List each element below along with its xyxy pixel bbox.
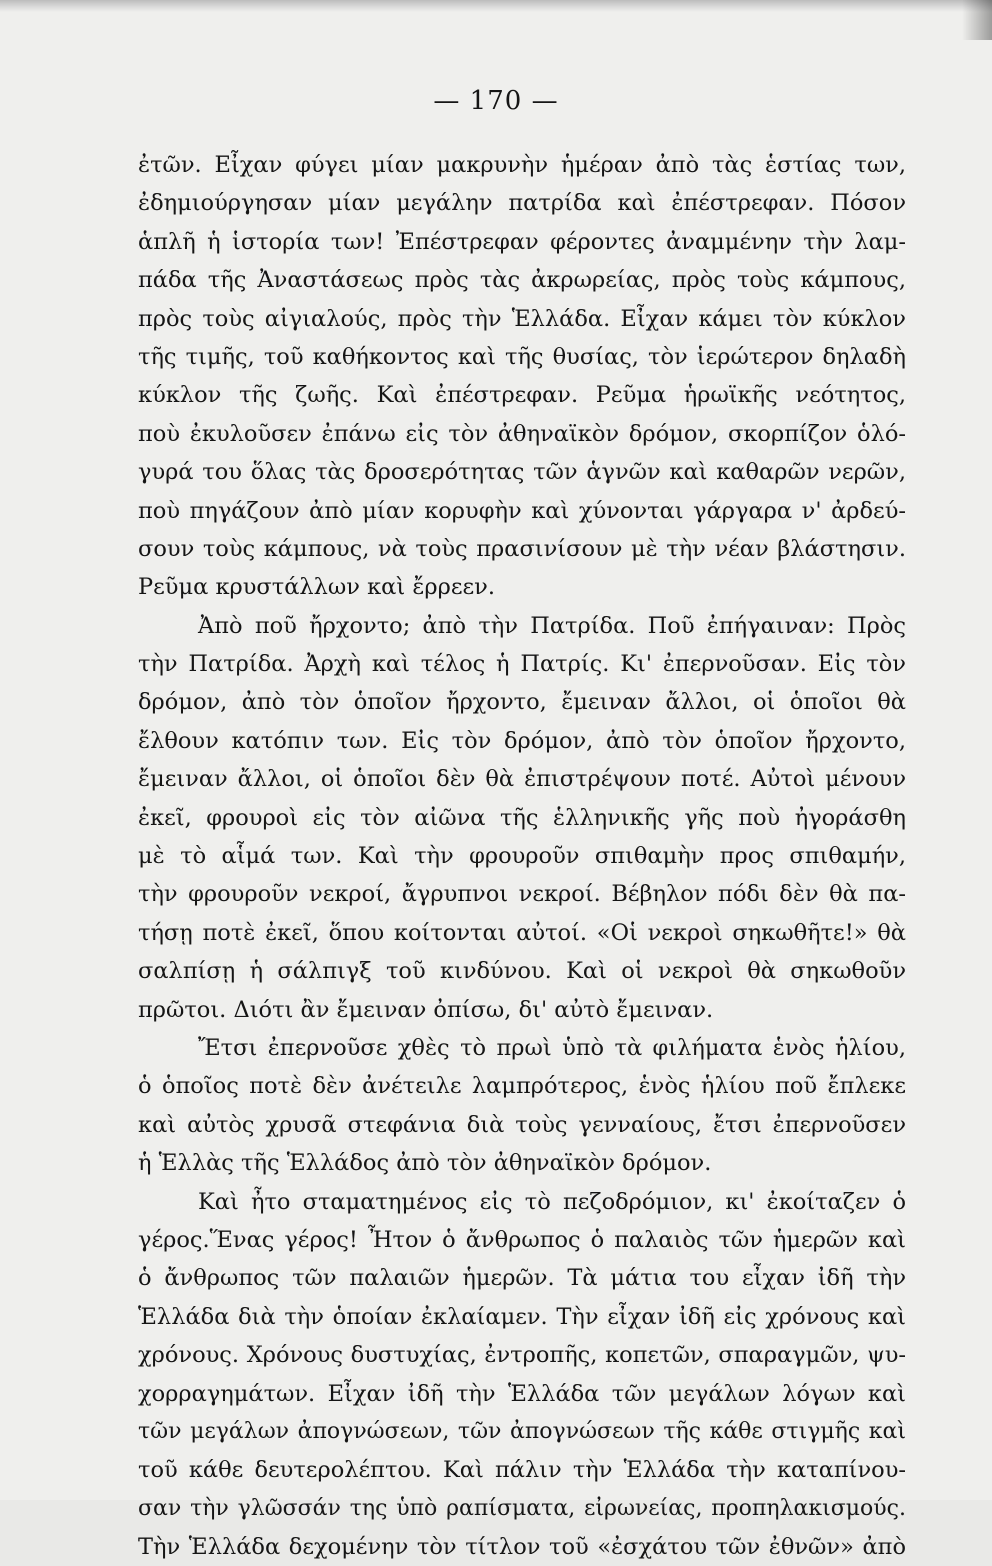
text-line: πάδα τῆς Ἀναστάσεως πρὸς τὰς ἀκρωρείας, πρὸς τοὺς κάμπους, [138, 267, 906, 294]
text-line: κύκλον τῆς ζωῆς. Καὶ ἐπέστρεφαν. Ρεῦμα ἡρωϊκῆς νεότητος, [138, 382, 906, 409]
text-line: ἡ Ἑλλὰς τῆς Ἑλλάδος ἀπὸ τὸν ἀθηναϊκὸν δρόμον. [138, 1150, 712, 1177]
text-line: ἔλθουν κατόπιν των. Εἰς τὸν δρόμον, ἀπὸ τὸν ὁποῖον ἤρχοντο, [138, 727, 906, 754]
text-line: μὲ τὸ αἷμά των. Καὶ τὴν φρουροῦν σπιθαμὴν προς σπιθαμήν, [138, 843, 906, 870]
text-line: γυρά του ὅλας τὰς δροσερότητας τῶν ἁγνῶν καὶ καθαρῶν νερῶν, [138, 459, 906, 486]
text-line: τὴν Πατρίδα. Ἀρχὴ καὶ τέλος ἡ Πατρίς. Κι' ἐπερνοῦσαν. Εἰς τὸν [138, 651, 906, 678]
text-line: σαν τὴν γλῶσσάν της ὑπὸ ραπίσματα, εἰρωνείας, προπηλακισμούς. [138, 1495, 906, 1521]
page-number: — 170 — [433, 86, 559, 116]
text-line: ἐκεῖ, φρουροὶ εἰς τὸν αἰῶνα τῆς ἑλληνικῆς γῆς ποὺ ἠγοράσθη [138, 804, 906, 831]
text-line: Ἔτσι ἐπερνοῦσε χθὲς τὸ πρωὶ ὑπὸ τὰ φιλήματα ἑνὸς ἡλίου, [198, 1034, 906, 1061]
scan-top-edge [0, 0, 992, 12]
text-line: πρὸς τοὺς αἰγιαλούς, πρὸς τὴν Ἑλλάδα. Εἶχαν κάμει τὸν κύκλον [138, 305, 906, 332]
text-line: τοῦ κάθε δευτερολέπτου. Καὶ πάλιν τὴν Ἑλλάδα τὴν καταπίνου- [138, 1457, 906, 1484]
text-line: σαλπίσῃ ἡ σάλπιγξ τοῦ κινδύνου. Καὶ οἱ νεκροὶ θὰ σηκωθοῦν [138, 958, 906, 985]
text-line: τῆς τιμῆς, τοῦ καθήκοντος καὶ τῆς θυσίας, τὸν ἱερώτερον δηλαδὴ [138, 343, 906, 370]
text-line: τῶν μεγάλων ἀπογνώσεων, τῶν ἀπογνώσεων τῆς κάθε στιγμῆς καὶ [138, 1418, 906, 1444]
text-line: ἁπλῆ ἡ ἱστορία των! Ἐπέστρεφαν φέροντες ἀναμμένην τὴν λαμ- [138, 228, 906, 255]
text-line: γέρος.Ἕνας γέρος! Ἦτον ὁ ἄνθρωπος ὁ παλαιὸς τῶν ἡμερῶν καὶ [138, 1226, 906, 1253]
text-line: ἔμειναν ἄλλοι, οἱ ὁποῖοι δὲν θὰ ἐπιστρέψουν ποτέ. Αὐτοὶ μένουν [138, 766, 906, 793]
text-line: Ρεῦμα κρυστάλλων καὶ ἔρρεεν. [138, 574, 496, 601]
text-line: δρόμον, ἀπὸ τὸν ὁποῖον ἤρχοντο, ἔμειναν ἄλλοι, οἱ ὁποῖοι θὰ [138, 689, 906, 716]
text-line: ὁ ὁποῖος ποτὲ δὲν ἀνέτειλε λαμπρότερος, ἑνὸς ἡλίου ποῦ ἔπλεκε [138, 1073, 906, 1100]
text-line: ὁ ἄνθρωπος τῶν παλαιῶν ἡμερῶν. Τὰ μάτια του εἶχαν ἰδῆ τὴν [138, 1265, 906, 1292]
text-line: σουν τοὺς κάμπους, νὰ τοὺς πρασινίσουν μὲ τὴν νέαν βλάστησιν. [138, 535, 906, 562]
body-text [138, 146, 906, 1566]
text-line: Ἑλλάδα διὰ τὴν ὁποίαν ἐκλαίαμεν. Τὴν εἶχαν ἰδῆ εἰς χρόνους καὶ [138, 1303, 906, 1330]
scan-corner-shadow [962, 0, 992, 40]
text-line: Καὶ ἦτο σταματημένος εἰς τὸ πεζοδρόμιον, κι' ἐκοίταζεν ὁ [198, 1188, 906, 1215]
text-line: τήσῃ ποτὲ ἐκεῖ, ὅπου κοίτονται αὐτοί. «Οἱ νεκροὶ σηκωθῆτε!» θὰ [138, 919, 906, 946]
text-line: πρῶτοι. Διότι ἂν ἔμειναν ὀπίσω, δι' αὐτὸ ἔμειναν. [138, 996, 714, 1023]
text-line: ποὺ ἐκυλοῦσεν ἐπάνω εἰς τὸν ἀθηναϊκὸν δρόμον, σκορπίζον ὁλό- [138, 420, 906, 447]
text-line: Τὴν Ἑλλάδα δεχομένην τὸν τίτλον τοῦ «ἐσχάτου τῶν ἐθνῶν» ἀπὸ [138, 1534, 906, 1561]
text-line: ποὺ πηγάζουν ἀπὸ μίαν κορυφὴν καὶ χύνονται γάργαρα ν' ἀρδεύ- [138, 497, 906, 524]
text-line: ἐδημιούργησαν μίαν μεγάλην πατρίδα καὶ ἐπέστρεφαν. Πόσον [138, 190, 906, 217]
text-line: χορραγημάτων. Εἶχαν ἰδῆ τὴν Ἑλλάδα τῶν μεγάλων λόγων καὶ [138, 1380, 906, 1407]
text-line: καὶ αὐτὸς χρυσᾶ στεφάνια διὰ τοὺς γενναίους, ἔτσι ἐπερνοῦσεν [138, 1111, 906, 1138]
text-line: χρόνους. Χρόνους δυστυχίας, ἐντροπῆς, κοπετῶν, σπαραγμῶν, ψυ- [138, 1342, 906, 1369]
text-line: ἐτῶν. Εἶχαν φύγει μίαν μακρυνὴν ἡμέραν ἀπὸ τὰς ἑστίας των, [138, 152, 906, 178]
text-line: Ἀπὸ ποῦ ἤρχοντο; ἀπὸ τὴν Πατρίδα. Ποῦ ἐπήγαιναν: Πρὸς [198, 612, 906, 639]
text-line: τὴν φρουροῦν νεκροί, ἄγρυπνοι νεκροί. Βέβηλον πόδι δὲν θὰ πα- [138, 881, 906, 908]
